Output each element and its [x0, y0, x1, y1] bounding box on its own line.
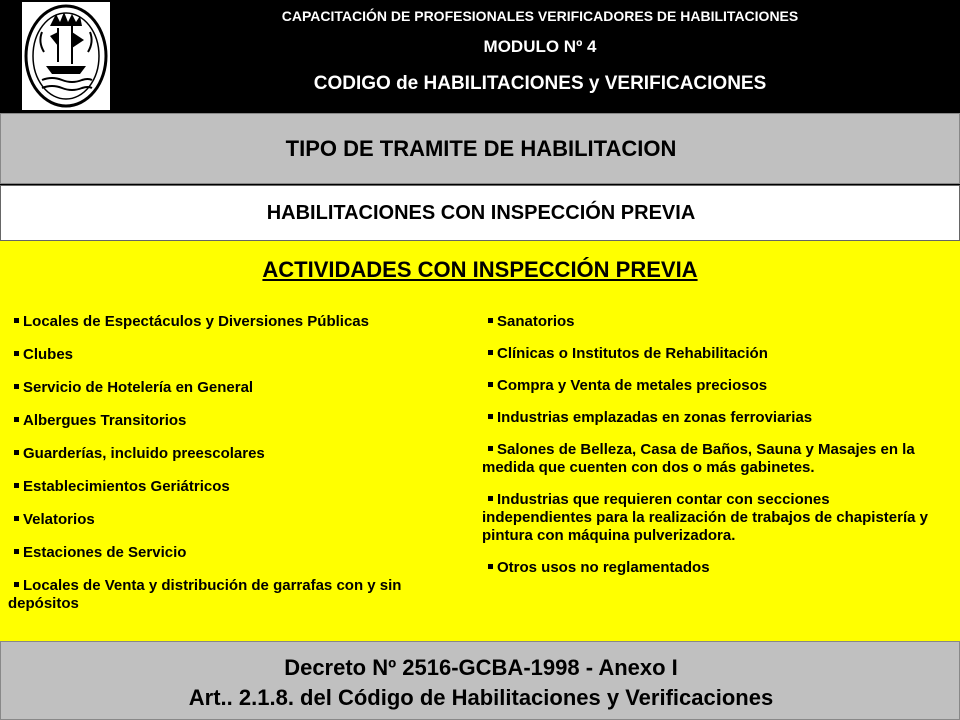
list-item-text: Industrias emplazadas en zonas ferroviarias	[497, 409, 813, 426]
bullet-icon	[14, 582, 19, 587]
decreto-band	[0, 641, 960, 720]
bullet-icon	[488, 350, 493, 355]
list-item	[482, 409, 932, 427]
list-item-text: Albergues Transitorios	[23, 412, 187, 429]
list-item	[482, 491, 932, 545]
bullet-icon	[488, 564, 493, 569]
tipo-tramite-heading: TIPO DE TRAMITE DE HABILITACION	[285, 136, 677, 161]
activities-list-left	[8, 313, 463, 610]
list-item	[8, 346, 463, 379]
list-item-text: Velatorios	[23, 511, 95, 528]
list-item-text: Otros usos no reglamentados	[497, 559, 710, 576]
list-item-text: Servicio de Hotelería en General	[23, 379, 254, 396]
list-item-text: Guarderías, incluido preescolares	[23, 445, 265, 462]
list-item-text: Clubes	[23, 346, 74, 363]
bullet-icon	[14, 450, 19, 455]
header	[0, 0, 960, 112]
list-item	[482, 345, 932, 363]
bullet-icon	[14, 483, 19, 488]
list-item	[8, 511, 463, 544]
list-item-text: Estaciones de Servicio	[23, 544, 187, 561]
habilitaciones-band	[0, 185, 960, 241]
bullet-icon	[14, 318, 19, 323]
list-item	[8, 379, 463, 412]
list-item	[8, 544, 463, 577]
list-item	[482, 377, 932, 395]
list-item-text: Locales de Espectáculos y Diversiones Públicas	[23, 313, 369, 330]
list-item	[482, 441, 932, 477]
bullet-icon	[14, 417, 19, 422]
list-item-text: Clínicas o Institutos de Rehabilitación	[497, 345, 768, 362]
course-title: CAPACITACIÓN DE PROFESIONALES VERIFICADORES DE HABILITACIONES	[281, 8, 799, 24]
list-item	[482, 559, 932, 577]
list-item	[8, 478, 463, 511]
bullet-icon	[14, 384, 19, 389]
list-item-text: Compra y Venta de metales preciosos	[497, 377, 768, 394]
activities-list-right	[482, 313, 932, 591]
bullet-icon	[14, 516, 19, 521]
list-item	[8, 412, 463, 445]
list-item	[8, 577, 463, 610]
habilitaciones-heading: HABILITACIONES CON INSPECCIÓN PREVIA	[266, 202, 696, 224]
bullet-icon	[488, 414, 493, 419]
list-item	[8, 313, 463, 346]
bullet-icon	[488, 382, 493, 387]
bullet-icon	[488, 496, 493, 501]
actividades-band	[0, 241, 960, 641]
list-item-text: Salones de Belleza, Casa de Baños, Sauna y Masajes en la medida que cuenten con dos o más gabinetes.	[482, 441, 915, 476]
code-title: CODIGO de HABILITACIONES y VERIFICACIONES	[313, 73, 767, 94]
list-item-text: Establecimientos Geriátricos	[23, 478, 230, 495]
module-title: MODULO Nº 4	[483, 37, 597, 56]
city-coat-of-arms-icon	[22, 2, 110, 110]
articulo-line: Art.. 2.1.8. del Código de Habilitaciones y Verificaciones	[188, 685, 774, 710]
bullet-icon	[14, 351, 19, 356]
actividades-heading: ACTIVIDADES CON INSPECCIÓN PREVIA	[262, 257, 698, 282]
tipo-tramite-band	[0, 113, 960, 184]
bullet-icon	[488, 446, 493, 451]
list-item-text: Locales de Venta y distribución de garrafas con y sin depósitos	[8, 577, 402, 612]
bullet-icon	[14, 549, 19, 554]
list-item	[8, 445, 463, 478]
list-item-text: Industrias que requieren contar con secciones independientes para la realización de trabajos de chapistería y pintura con máquina pulverizadora.	[482, 491, 928, 544]
list-item-text: Sanatorios	[497, 313, 575, 330]
bullet-icon	[488, 318, 493, 323]
list-item	[482, 313, 932, 331]
decreto-line: Decreto Nº 2516-GCBA-1998 - Anexo I	[284, 655, 678, 680]
